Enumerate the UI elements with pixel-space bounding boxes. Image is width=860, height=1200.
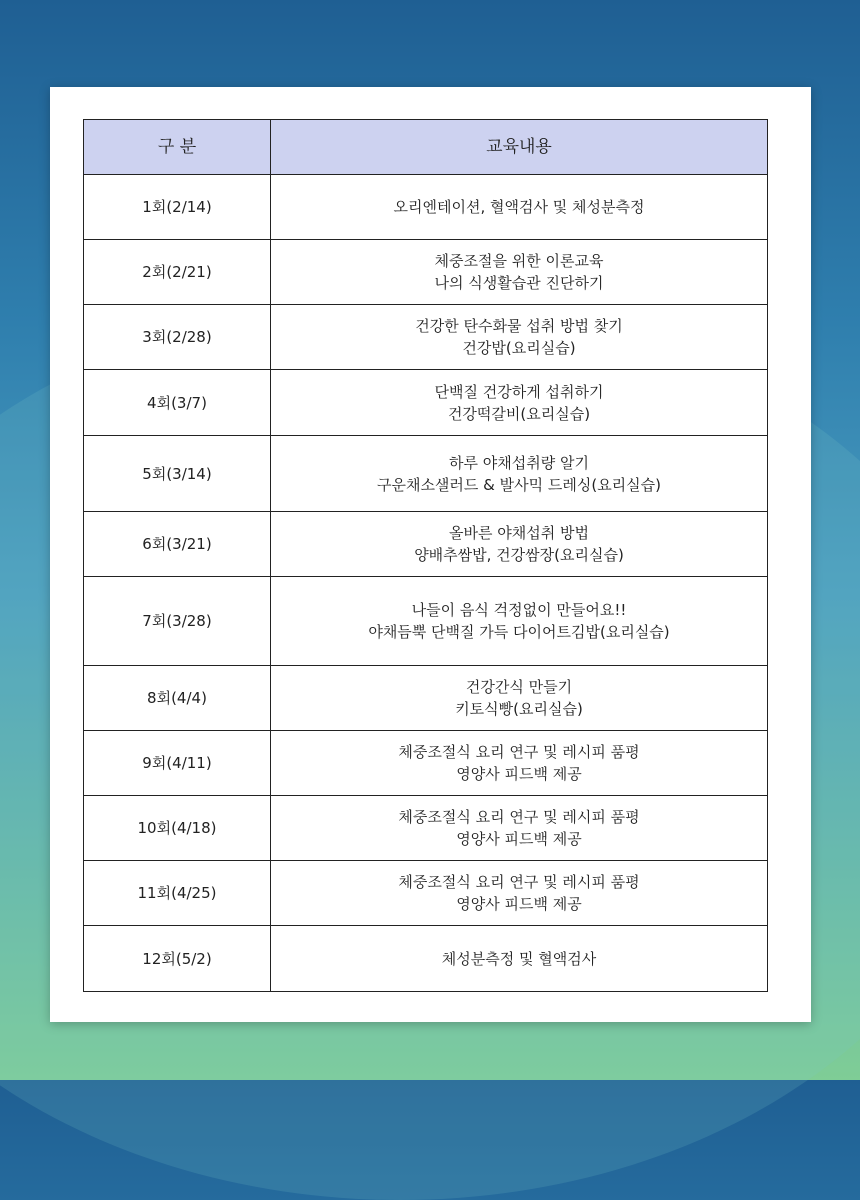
- content-cell: [271, 861, 768, 926]
- table-row: [84, 436, 768, 512]
- content-cell: [271, 240, 768, 305]
- table-row: [84, 796, 768, 861]
- table-row: [84, 577, 768, 666]
- content-line-2: 야채듬뿍 단백질 가득 다이어트김밥(요리실습): [368, 623, 670, 641]
- session-cell: 7회(3/28): [84, 577, 271, 666]
- content-line-1: 체중조절식 요리 연구 및 레시피 품평: [398, 743, 640, 761]
- table-row: [84, 666, 768, 731]
- schedule-card: [50, 87, 811, 1022]
- content-line-2: 키토식빵(요리실습): [455, 700, 583, 718]
- content-line-1: 체중조절식 요리 연구 및 레시피 품평: [398, 873, 640, 891]
- content-line-1: 체성분측정 및 혈액검사: [441, 949, 597, 968]
- content-line-1: 나들이 음식 걱정없이 만들어요!!: [411, 601, 627, 619]
- session-cell: 1회(2/14): [84, 175, 271, 240]
- content-line-1: 체중조절을 위한 이론교육: [434, 252, 604, 270]
- table-row: [84, 175, 768, 240]
- content-line-2: 건강떡갈비(요리실습): [447, 404, 591, 423]
- session-cell: 2회(2/21): [84, 240, 271, 305]
- content-line-1: 건강간식 만들기: [465, 678, 573, 696]
- table-row: [84, 926, 768, 992]
- schedule-table: [83, 119, 768, 992]
- session-cell: 11회(4/25): [84, 861, 271, 926]
- session-cell: 6회(3/21): [84, 512, 271, 577]
- content-line-2: 영양사 피드백 제공: [456, 830, 582, 848]
- table-row: [84, 370, 768, 436]
- content-cell: [271, 926, 768, 992]
- content-line-2: 영양사 피드백 제공: [456, 765, 582, 783]
- content-cell: [271, 731, 768, 796]
- content-cell: [271, 370, 768, 436]
- content-line-1: 오리엔테이션, 혈액검사 및 체성분측정: [393, 198, 645, 216]
- session-cell: 12회(5/2): [84, 926, 271, 992]
- content-cell: [271, 796, 768, 861]
- header-category: 구 분: [84, 120, 271, 175]
- content-line-1: 체중조절식 요리 연구 및 레시피 품평: [398, 808, 640, 826]
- session-cell: 9회(4/11): [84, 731, 271, 796]
- session-cell: 10회(4/18): [84, 796, 271, 861]
- content-cell: [271, 305, 768, 370]
- header-content: 교육내용: [271, 120, 768, 175]
- content-cell: [271, 512, 768, 577]
- content-line-1: 하루 야채섭취량 알기: [449, 453, 589, 472]
- session-cell: 3회(2/28): [84, 305, 271, 370]
- table-row: [84, 512, 768, 577]
- content-line-2: 영양사 피드백 제공: [456, 895, 582, 913]
- session-cell: 8회(4/4): [84, 666, 271, 731]
- content-line-1: 단백질 건강하게 섭취하기: [434, 382, 604, 401]
- content-cell: [271, 175, 768, 240]
- content-cell: [271, 577, 768, 666]
- content-line-2: 건강밥(요리실습): [462, 339, 576, 357]
- content-line-2: 양배추쌈밥, 건강쌈장(요리실습): [414, 546, 624, 564]
- content-line-2: 나의 식생활습관 진단하기: [434, 274, 604, 292]
- session-cell: 4회(3/7): [84, 370, 271, 436]
- table-header-row: [84, 120, 768, 175]
- content-line-1: 올바른 야채섭취 방법: [449, 524, 589, 542]
- content-cell: [271, 666, 768, 731]
- table-row: [84, 305, 768, 370]
- session-cell: 5회(3/14): [84, 436, 271, 512]
- table-row: [84, 731, 768, 796]
- table-row: [84, 240, 768, 305]
- content-line-2: 구운채소샐러드 & 발사믹 드레싱(요리실습): [376, 475, 662, 494]
- content-line-1: 건강한 탄수화물 섭취 방법 찾기: [415, 317, 623, 335]
- content-cell: [271, 436, 768, 512]
- table-row: [84, 861, 768, 926]
